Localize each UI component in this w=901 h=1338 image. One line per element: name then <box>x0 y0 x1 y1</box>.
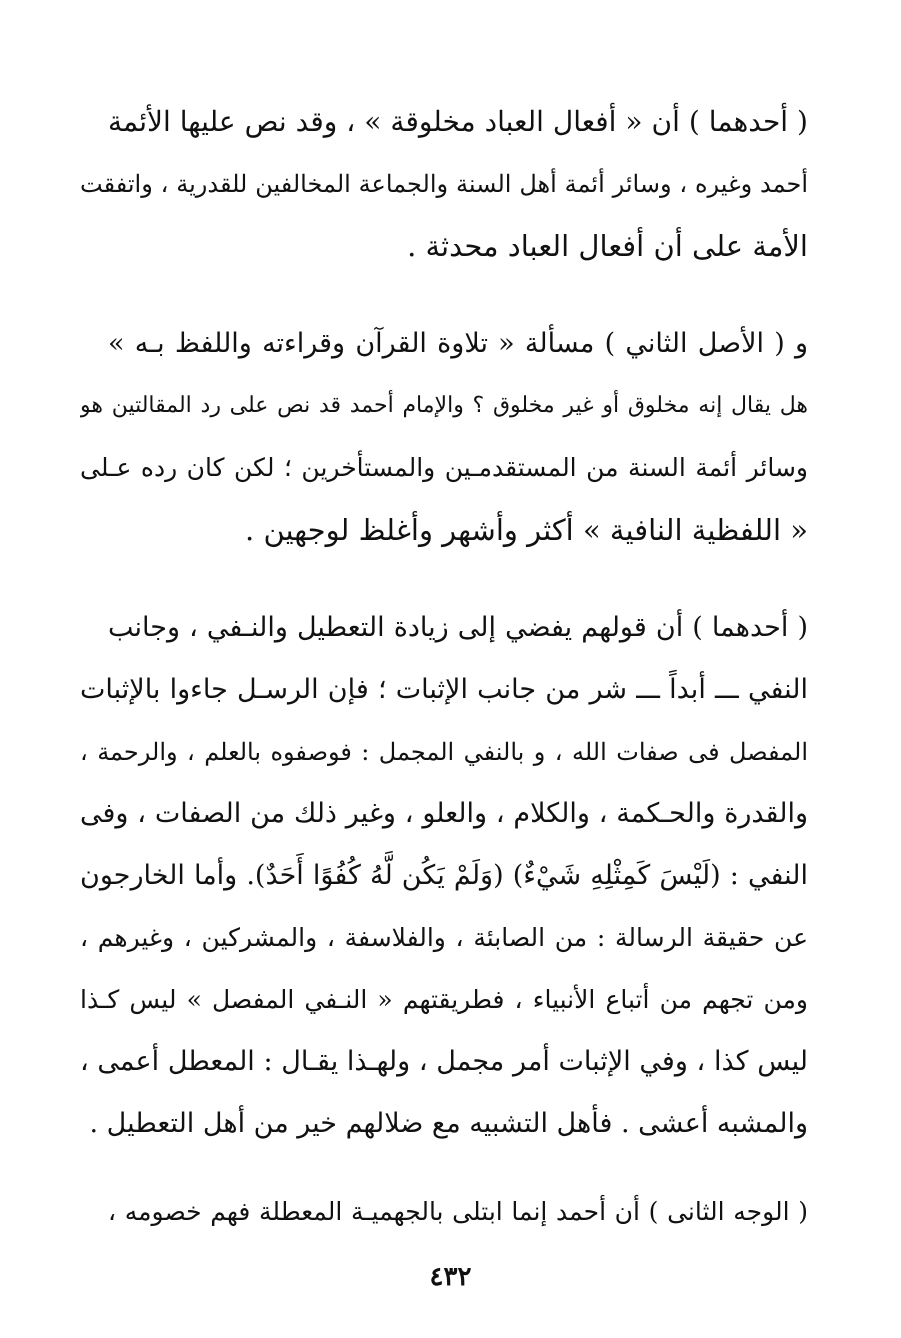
text-line: ليس كذا ، وفي الإثبات أمر مجمل ، ولهـذا يقـال : المعطل أعمى ، <box>80 1046 808 1077</box>
text-line: ومن تجهم من أتباع الأنبياء ، فطريقتهم « النـفي المفصل » ليس كـذا <box>80 985 808 1014</box>
text-line: عن حقيقة الرسالة : من الصابئة ، والفلاسفة ، والمشركين ، وغيرهم ، <box>80 923 808 952</box>
text-line: والمشبه أعشى . فأهل التشبيه مع ضلالهم خير من أهل التعطيل . <box>89 1108 808 1139</box>
text-line: النفي : (لَيْسَ كَمِثْلِهِ شَيْءٌ) (وَلَمْ يَكُن لَّهُ كُفُوًا أَحَدٌ). وأما الخارجون <box>80 860 808 891</box>
text-line: وسائر أئمة السنة من المستقدمـين والمستأخرين ؛ لكن كان رده عـلى <box>80 453 808 482</box>
text-line: ( أحدهما ) أن قولهم يفضي إلى زيادة التعطيل والنـفي ، وجانب <box>108 612 808 643</box>
text-line: ( أحدهما ) أن « أفعال العباد مخلوقة » ، وقد نص عليها الأئمة <box>108 105 808 138</box>
text-line: هل يقال إنه مخلوق أو غير مخلوق ؟ والإمام أحمد قد نص على رد المقالتين هو <box>80 393 808 418</box>
text-line: الأمة على أن أفعال العباد محدثة . <box>407 229 808 263</box>
text-line: « اللفظية النافية » أكثر وأشهر وأغلظ لوجهين . <box>245 513 808 547</box>
text-line: و ( الأصل الثاني ) مسألة « تلاوة القرآن وقراءته واللفظ بـه » <box>108 328 808 359</box>
text-line: المفصل فى صفات الله ، و بالنفي المجمل : فوصفوه بالعلم ، والرحمة ، <box>80 738 808 766</box>
text-line: النفي ـــ أبداً ـــ شر من جانب الإثبات ؛ فإن الرسـل جاءوا بالإثبات <box>80 674 808 705</box>
page-number: ٤٣٢ <box>429 1262 472 1292</box>
text-line: أحمد وغيره ، وسائر أئمة أهل السنة والجماعة المخالفين للقدرية ، واتفقت <box>80 170 808 198</box>
text-line: ( الوجه الثانى ) أن أحمد إنما ابتلى بالجهميـة المعطلة فهم خصومه ، <box>108 1197 808 1226</box>
document-page <box>80 92 808 1292</box>
text-line: والقدرة والحـكمة ، والكلام ، والعلو ، وغير ذلك من الصفات ، وفى <box>80 798 808 829</box>
